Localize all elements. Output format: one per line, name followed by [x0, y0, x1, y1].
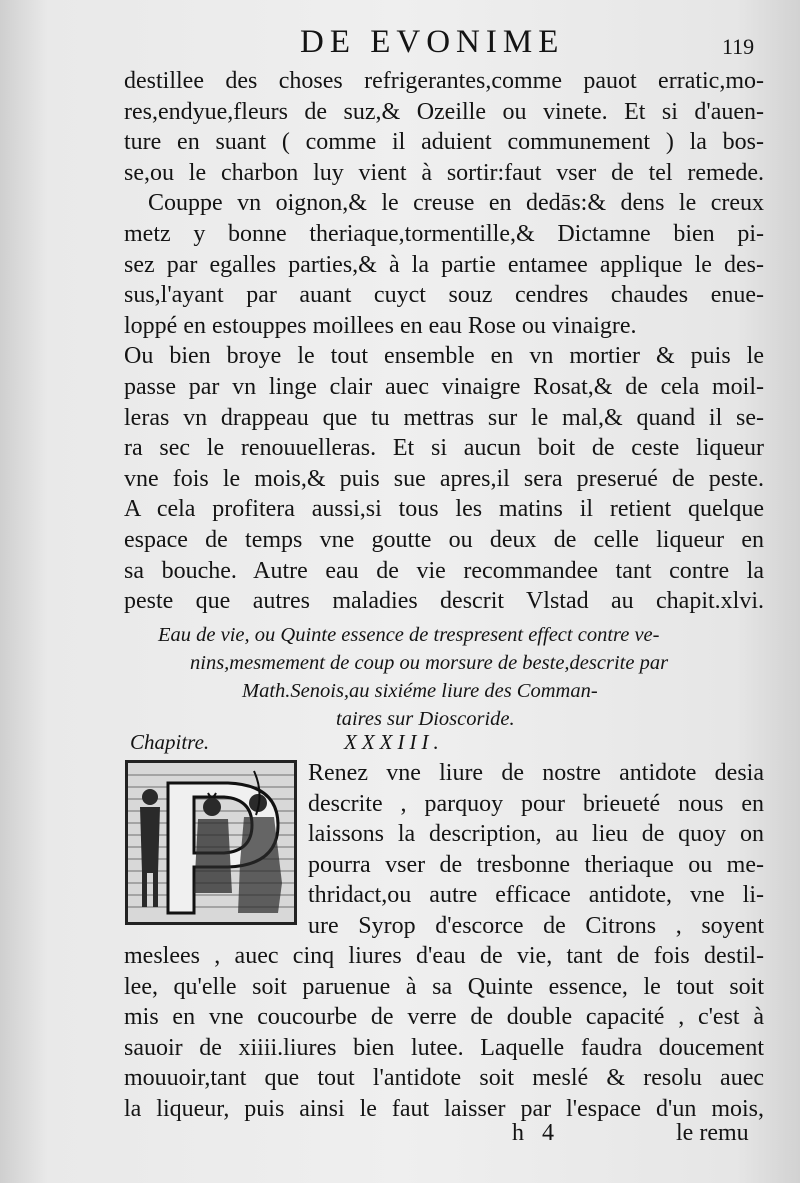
page-header [0, 24, 800, 64]
running-title: DE EVONIME [300, 24, 565, 60]
text-line: Couppe vn oignon,& le creuse en dedās:& dens le creux [148, 190, 764, 217]
text-line: laissons la description, au lieu de quoy on [308, 821, 764, 848]
text-line: la liqueur, puis ainsi le faut laisser par l'espace d'un mois, [124, 1095, 764, 1122]
catchword: le remu [676, 1120, 749, 1146]
text-line: peste que autres maladies descrit Vlstad au chapit.xlvi. [124, 588, 764, 615]
text-line: lee, qu'elle soit paruenue à sa Quinte essence, le tout soit [124, 973, 764, 1000]
initial-adjacent-text [308, 758, 764, 942]
text-line: vne fois le mois,& puis sue apres,il sera preserué de peste. [124, 465, 764, 492]
text-line: ture en suant ( comme il aduient communement ) la bos- [124, 129, 764, 156]
text-line: sez par egalles parties,& à la partie entamee applique le des- [124, 251, 764, 278]
text-line: A cela profitera aussi,si tous les matins il retient quelque [124, 496, 764, 523]
text-line: pourra vser de tresbonne theriaque ou me- [308, 851, 764, 878]
text-line: metz y bonne theriaque,tormentille,& Dictamne bien pi- [124, 220, 764, 247]
chapter-title-line: taires sur Dioscoride. [336, 707, 515, 730]
text-line: sauoir de xiiii.liures bien lutee. Laquelle faudra doucement [124, 1034, 764, 1061]
text-line: espace de temps vne goutte ou deux de celle liqueur en [124, 526, 764, 553]
chapter-title-line: Math.Senois,au sixiéme liure des Comman- [242, 679, 598, 702]
text-line: Ou bien broye le tout ensemble en vn mortier & puis le [124, 343, 764, 370]
text-line: ure Syrop d'escorce de Citrons , soyent [308, 912, 764, 939]
text-line: res,endyue,fleurs de suz,& Ozeille ou vinete. Et si d'auen- [124, 98, 764, 125]
chapter-text [124, 941, 764, 1125]
woodcut-initial-p-icon [125, 760, 297, 925]
chapter-label [124, 727, 764, 757]
text-line: Renez vne liure de nostre antidote desia [308, 760, 764, 786]
chapter-word: Chapitre. [130, 730, 210, 754]
woodcut-illustration [128, 763, 294, 922]
text-line: sa bouche. Autre eau de vie recommandee tant contre la [124, 557, 764, 584]
chapter-title-line: nins,mesmement de coup ou morsure de beste,descrite par [190, 651, 669, 674]
text-line: se,ou le charbon luy vient à sortir:faut vser de tel remede. [124, 159, 764, 186]
page-number: 119 [722, 34, 755, 59]
text-line: meslees , auec cinq liures d'eau de vie, tant de fois destil- [124, 943, 764, 969]
chapter-number: XXXIII. [344, 730, 444, 754]
text-line: leras vn drappeau que tu mettras sur le mal,& quand il se- [124, 404, 764, 431]
chapter-title [124, 621, 764, 733]
signature-mark: h 4 [512, 1120, 560, 1146]
text-line: loppé en estouppes moillees en eau Rose ou vinaigre. [124, 312, 637, 339]
text-line: thridact,ou autre efficace antidote, vne li- [308, 882, 764, 909]
text-line: sus,l'ayant par auant cuyct souz cendres chaudes enue- [124, 282, 764, 309]
text-line: mis en vne coucourbe de verre de double capacité , c'est à [124, 1004, 764, 1031]
chapter-title-line: Eau de vie, ou Quinte essence de trespresent effect contre ve- [158, 623, 660, 646]
text-line: descrite , parquoy pour brieueté nous en [308, 790, 764, 817]
text-line: ra sec le renouuelleras. Et si aucun boit de ceste liqueur [124, 435, 764, 462]
text-line: passe par vn linge clair auec vinaigre Rosat,& de cela moil- [124, 373, 764, 400]
text-line: mouuoir,tant que tout l'antidote soit meslé & resolu auec [124, 1065, 764, 1092]
main-text [124, 66, 764, 733]
text-line: destillee des choses refrigerantes,comme pauot erratic,mo- [124, 68, 764, 94]
